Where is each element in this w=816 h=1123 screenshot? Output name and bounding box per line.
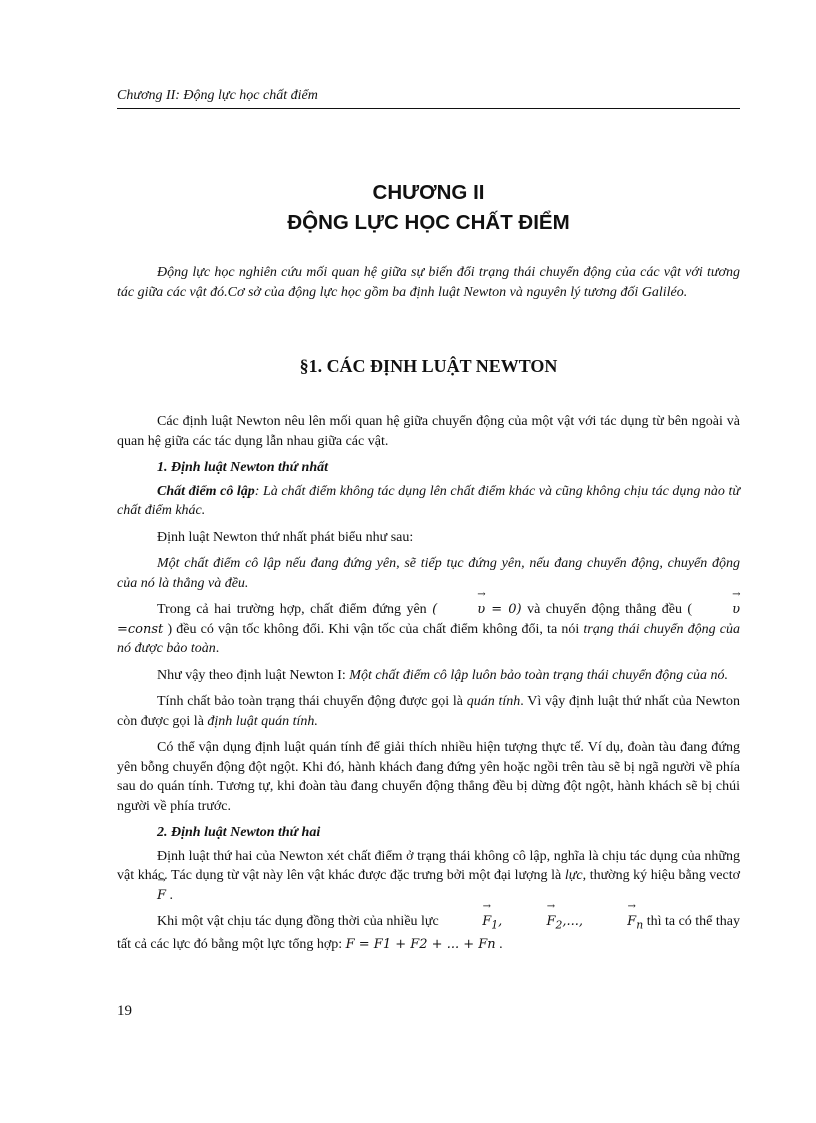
text-fragment: Trong cả hai trường hợp, chất điểm đứng yên <box>157 602 433 617</box>
page-number: 19 <box>117 1003 132 1019</box>
text-fragment: , thường ký hiệu bằng vectơ <box>582 868 741 883</box>
paragraph-statement-lead: Định luật Newton thứ nhất phát biểu như sau: <box>157 529 414 545</box>
text-fragment: và chuyển động thẳng đều ( <box>521 602 693 617</box>
term-inertia: quán tính <box>466 694 521 709</box>
chapter-intro: Động lực học nghiên cứu mối quan hệ giữa sự biến đổi trạng thái chuyển động của các vật với tương tác giữa các vật đó.Cơ sở của động lực học gồm ba định luật Newton và nguyên lý tương đối Galiléo. <box>117 265 740 300</box>
chapter-title <box>117 178 740 238</box>
text-fragment: . <box>495 937 503 953</box>
section-title: §1. CÁC ĐỊNH LUẬT NEWTON <box>299 356 558 376</box>
subscript: n <box>636 918 644 932</box>
text-fragment: Khi một vật chịu tác dụng đồng thời của nhiều lực <box>157 914 443 929</box>
vector-Fn: → F <box>587 912 636 932</box>
subheading-second-law: 2. Định luật Newton thứ hai <box>157 825 321 840</box>
text-fragment: . <box>215 641 220 656</box>
definition-term: Chất điểm cô lập <box>157 483 255 499</box>
vector-F: → F <box>117 886 166 906</box>
paragraph-inertia <box>117 692 740 731</box>
paragraph-intro: Các định luật Newton nêu lên mối quan hệ giữa chuyển động của một vật với tác dụng từ bên ngoài và quan hệ giữa các tác dụng lẫn nhau giữa các vật. <box>117 414 740 449</box>
math-paren: ( <box>432 602 438 617</box>
paragraph-velocity <box>117 600 740 659</box>
subscript: 1 <box>491 918 499 932</box>
chapter-name: ĐỘNG LỰC HỌC CHẤT ĐIỂM <box>287 211 570 234</box>
emphasis-law-summary: Một chất điểm cô lập luôn bảo toàn trạng thái chuyển động của nó. <box>349 667 729 683</box>
term-law-of-inertia: định luật quán tính. <box>207 713 318 729</box>
vector-F1: → F <box>442 912 491 932</box>
math-rest: =const <box>117 621 164 637</box>
math-v-zero <box>432 602 521 617</box>
definition-text: : Là chất điểm không tác dụng lên chất điểm khác và cũng không chịu tác dụng nào từ chất điểm khác. <box>117 483 740 518</box>
vector-v: → υ <box>692 600 740 620</box>
equation-resultant: F = F1 + F2 + ... + Fn <box>345 937 496 953</box>
vector-F2: → F <box>506 912 555 932</box>
paragraph-train-example: Có thể vận dụng định luật quán tính để giải thích nhiều hiện tượng thực tế. Ví dụ, đoàn tàu đang đứng yên bỗng chuyển động đột ngột. Khi đó, hành khách đang đứng yên hoặc ngồi trên tàu sẽ bị ngã người về phía sau do quán tính. Tương tự, khi đoàn tàu đang chuyển động thẳng đều bị dừng đột ngột, hành khách sẽ bị chúi người về phía trước. <box>117 740 740 814</box>
text-fragment: . <box>166 887 174 903</box>
text-fragment: ) đều có vận tốc không đổi. Khi vận tốc của chất điểm không đổi, ta nói <box>163 621 584 637</box>
paragraph-newton-one <box>117 666 740 686</box>
section-body <box>117 412 740 962</box>
math-sep: , <box>498 914 507 929</box>
subheading-first-law: 1. Định luật Newton thứ nhất <box>157 460 329 475</box>
text-fragment: thì ta có thể thay tất cả các lực đó bằng một lực tổng hợp: <box>117 914 741 953</box>
text-fragment: . Vì vậy định luật thứ nhất của Newton còn được gọi là <box>117 694 740 729</box>
math-sep: ,..., <box>562 914 588 929</box>
math-rest: = 0) <box>485 602 522 617</box>
subscript: 2 <box>555 918 563 932</box>
emphasis-conserved-state: trạng thái chuyển động của nó được bảo toàn <box>117 621 740 656</box>
chapter-number: CHƯƠNG II <box>372 181 485 204</box>
vector-v: → υ <box>437 600 485 620</box>
text-fragment: Tính chất bảo toàn trạng thái chuyển động được gọi là <box>157 694 467 709</box>
paragraph-force <box>117 847 740 906</box>
definition-isolated-point <box>117 482 740 521</box>
first-law-statement: Một chất điểm cô lập nếu đang đứng yên, sẽ tiếp tục đứng yên, nếu đang chuyển động, chuyển động của nó là thẳng và đều. <box>117 556 740 591</box>
text-fragment: Như vậy theo định luật Newton I: <box>157 667 350 683</box>
running-header: Chương II: Động lực học chất điểm <box>117 88 740 109</box>
paragraph-resultant-force <box>117 912 740 955</box>
term-force: lực <box>564 868 583 883</box>
text-fragment: Định luật thứ hai của Newton xét chất điểm ở trạng thái không cô lập, nghĩa là chịu tác dụng của những vật khác. Tác dụng từ vật này lên vật khác được đặc trưng bởi một đại lượng là <box>117 848 740 883</box>
math-force-list <box>442 914 644 932</box>
